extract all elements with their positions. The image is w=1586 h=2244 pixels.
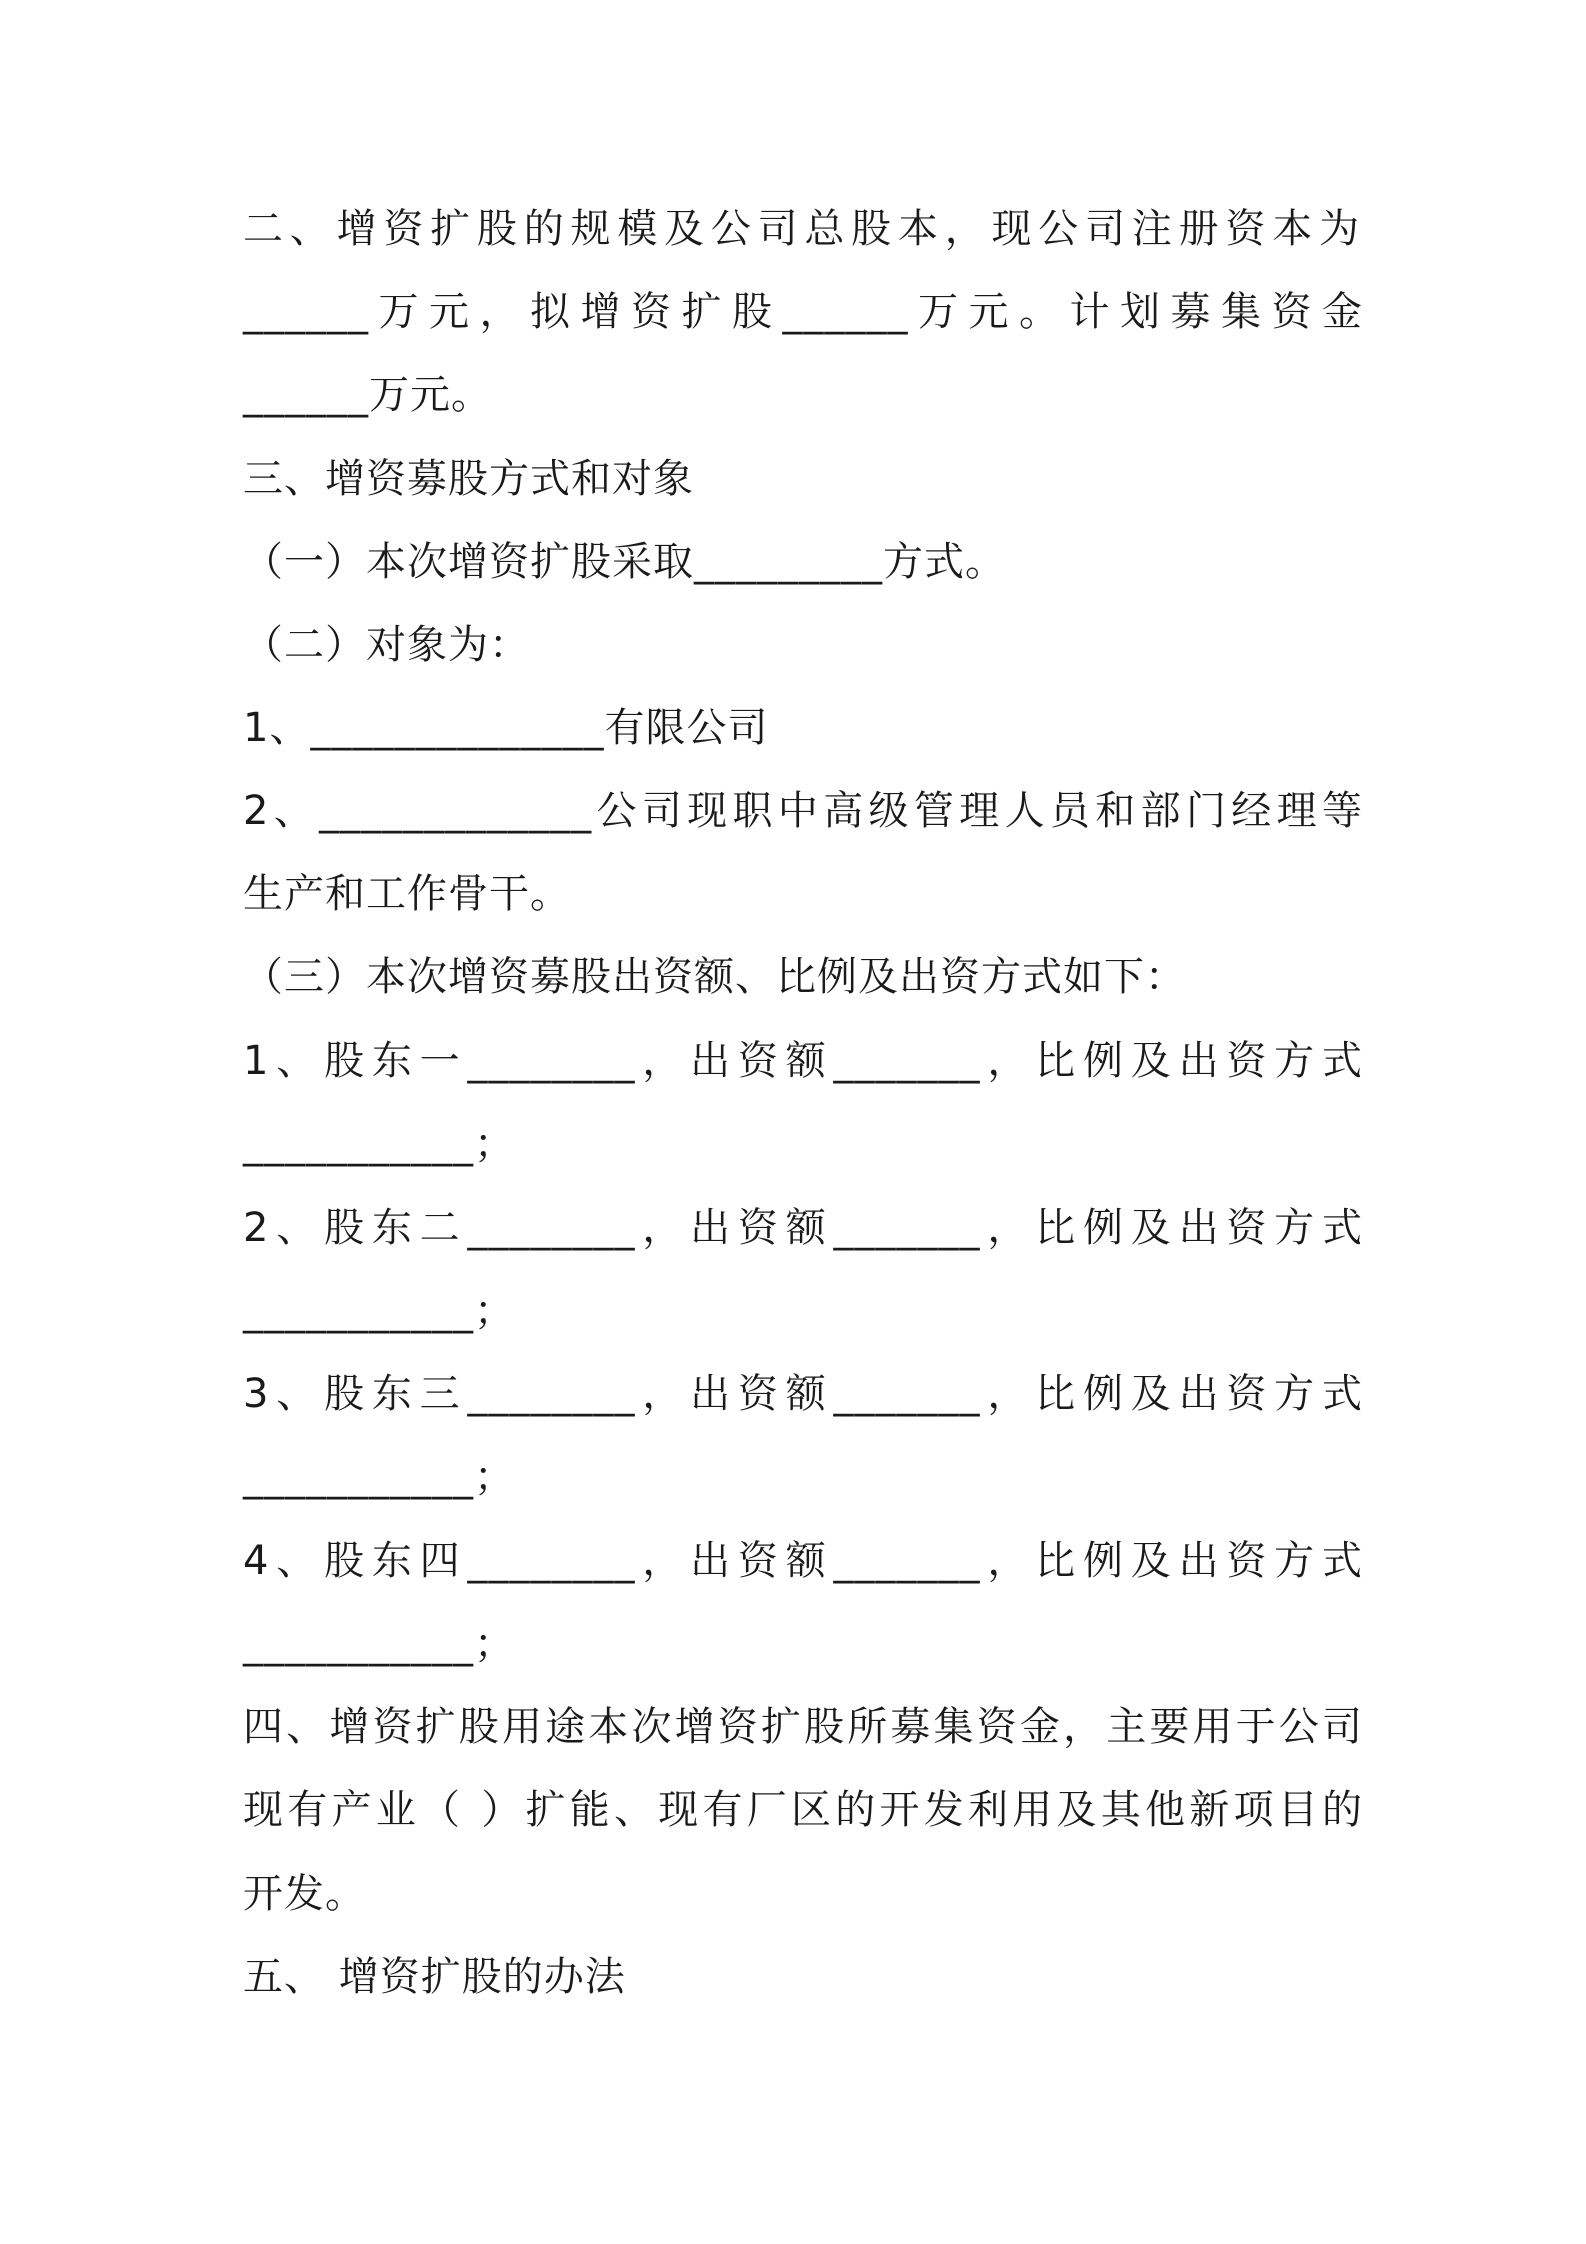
section-3-item-3: （三）本次增资募股出资额、比例及出资方式如下：	[243, 954, 1186, 1000]
section-4-text: 现有产业（ ）扩能、现有厂区的开发利用及其他新项目的	[243, 1787, 1363, 1833]
target-2: 2、_____________公司现职中高级管理人员和部门经理等	[243, 788, 1363, 834]
section-4-text-end: 开发。	[243, 1871, 366, 1917]
shareholder-4: 4、股东四________，出资额_______，比例及出资方式	[243, 1538, 1363, 1584]
target-2-cont: 生产和工作骨干。	[243, 871, 571, 917]
section-3-heading: 三、增资募股方式和对象	[243, 456, 694, 502]
shareholder-2: 2、股东二________，出资额_______，比例及出资方式	[243, 1205, 1363, 1251]
shareholder-1: 1、股东一________，出资额_______，比例及出资方式	[243, 1038, 1363, 1084]
section-5-heading: 五、 增资扩股的办法	[243, 1954, 626, 2000]
shareholder-3-cont: ___________；	[243, 1454, 515, 1500]
target-1: 1、______________有限公司	[243, 705, 769, 751]
shareholder-4-cont: ___________；	[243, 1621, 515, 1667]
section-3-item-1: （一）本次增资扩股采取_________方式。	[243, 539, 1006, 585]
shareholder-1-cont: ___________；	[243, 1121, 515, 1167]
shareholder-3: 3、股东三________，出资额_______，比例及出资方式	[243, 1371, 1363, 1417]
section-3-item-2: （二）对象为：	[243, 622, 530, 668]
section-2-text: ______万元。	[243, 372, 492, 418]
shareholder-2-cont: ___________；	[243, 1288, 515, 1334]
section-4-heading: 四、增资扩股用途本次增资扩股所募集资金，主要用于公司	[243, 1704, 1363, 1750]
section-2-heading: 二、增资扩股的规模及公司总股本，现公司注册资本为	[243, 206, 1363, 252]
section-2-text: ______万元，拟增资扩股______万元。计划募集资金	[243, 289, 1363, 335]
